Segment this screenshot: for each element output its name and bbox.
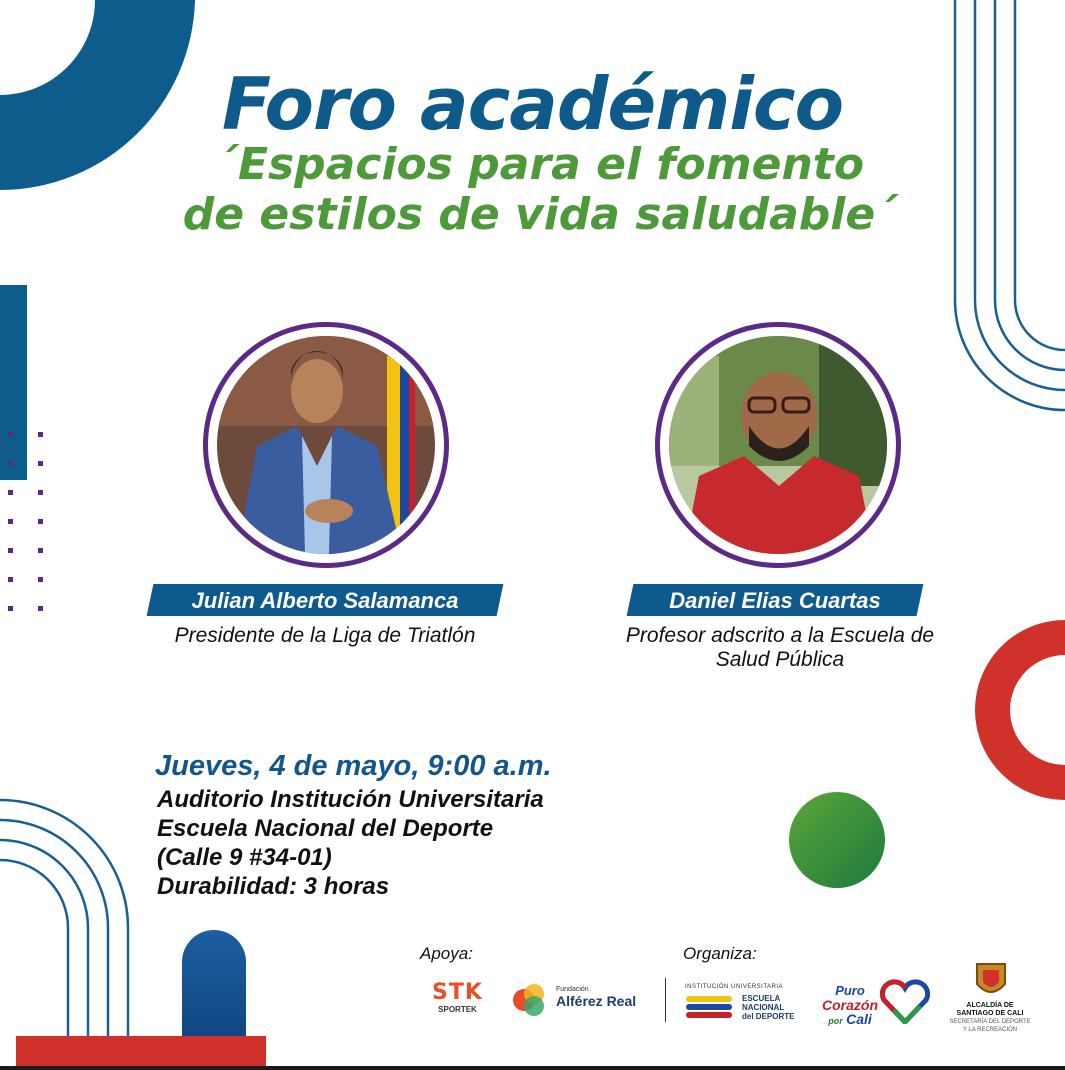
- puro-corazon-logo: [815, 984, 885, 1028]
- event-address: (Calle 9 #34-01): [157, 844, 332, 871]
- speaker-2-role-line-2: Salud Pública: [715, 648, 845, 671]
- speaker-2-photo: [655, 322, 901, 568]
- alcaldia-line-1: ALCALDÍA DE: [966, 1002, 1014, 1009]
- event-duration: Durabilidad: 3 horas: [157, 873, 390, 900]
- page-subtitle: [150, 140, 930, 240]
- puro-text-3: por: [828, 1016, 843, 1026]
- end-logo-text: [742, 994, 794, 1021]
- speaker-2-role: [585, 624, 975, 672]
- end-logo-line-2: NACIONAL: [742, 1003, 785, 1012]
- alferez-logo-icon: [510, 982, 550, 1018]
- event-venue-line-1: Auditorio Institución Universitaria: [157, 786, 544, 813]
- end-logo-line-1: ESCUELA: [742, 994, 781, 1003]
- sportek-logo-mark: STK: [432, 980, 483, 1005]
- subtitle-line-2: de estilos de vida saludable´: [182, 189, 898, 240]
- puro-text-4: Cali: [846, 1011, 872, 1027]
- alcaldia-line-4: Y LA RECREACIÓN: [962, 1027, 1018, 1033]
- sportek-logo: [420, 980, 495, 1014]
- event-venue-line-2: Escuela Nacional del Deporte: [157, 815, 494, 842]
- organizer-label: Organiza:: [683, 944, 757, 963]
- speaker-1-role: Presidente de la Liga de Triatlón: [174, 624, 476, 647]
- speaker-2-image: [669, 336, 887, 554]
- alcaldia-logo-text: [940, 1002, 1040, 1034]
- alcaldia-line-3: SECRETARÍA DEL DEPORTE: [949, 1019, 1031, 1025]
- heart-icon: [880, 978, 930, 1024]
- speaker-1-image: [217, 336, 435, 554]
- alcaldia-line-2: SANTIAGO DE CALI: [956, 1010, 1024, 1017]
- speaker-1-name: Julian Alberto Salamanca: [191, 588, 459, 613]
- event-date-time: Jueves, 4 de mayo, 9:00 a.m.: [155, 750, 552, 782]
- puro-text-1: Puro: [835, 983, 865, 998]
- puro-text-3-4: [815, 1012, 885, 1028]
- sportek-logo-text: SPORTEK: [438, 1005, 477, 1014]
- alferez-logo: [556, 986, 636, 1009]
- end-logo-line-3: del DEPORTE: [742, 1012, 795, 1021]
- support-label: Apoya:: [420, 944, 473, 963]
- footer-divider: [665, 978, 666, 1022]
- speaker-2-name: Daniel Elias Cuartas: [669, 588, 881, 613]
- end-logo-icon: [686, 994, 736, 1020]
- end-logo-top: INSTITUCIÓN UNIVERSITARIA: [685, 984, 784, 990]
- page-title: Foro académico: [221, 62, 844, 146]
- speaker-1-photo: [203, 322, 449, 568]
- puro-text-2: Corazón: [822, 997, 878, 1013]
- alferez-text: Alférez Real: [556, 993, 637, 1009]
- cali-crest-icon: [975, 962, 1007, 1000]
- alferez-small-text: Fundación: [556, 986, 589, 993]
- subtitle-line-1: ´Espacios para el fomento: [215, 139, 865, 190]
- speaker-2-role-line-1: Profesor adscrito a la Escuela de: [625, 624, 935, 647]
